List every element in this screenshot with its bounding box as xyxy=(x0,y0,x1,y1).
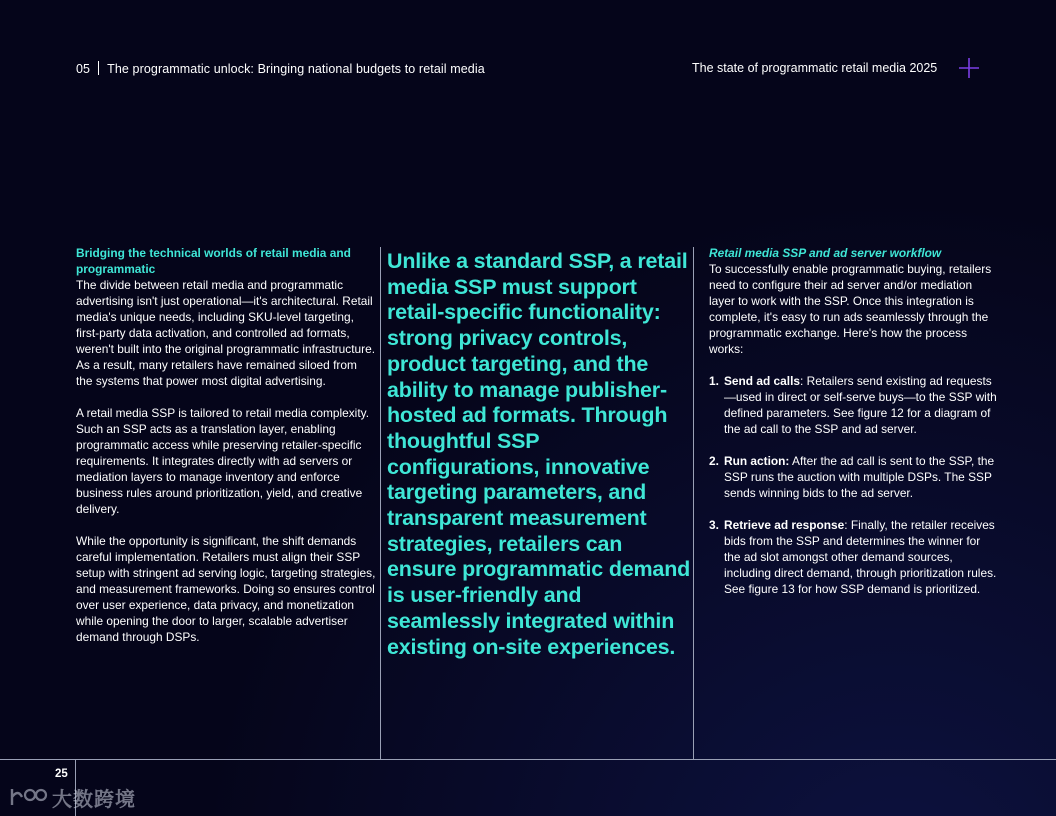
step-number: 2. xyxy=(709,454,719,468)
right-column xyxy=(709,245,999,613)
header-divider xyxy=(98,61,99,75)
list-item xyxy=(709,517,999,597)
step-lead: Run action: xyxy=(724,454,790,468)
list-item xyxy=(709,373,999,437)
pull-quote: Unlike a standard SSP, a retail media SSP must support retail-specific functionality: strong privacy controls, product targeting, and the ability to manage publisher-hosted ad formats. Through thoughtful SSP configurations, innovative targeting parameters, and transparent measurement strategies, retailers can ensure programmatic demand is user-friendly and seamlessly integrated within existing on-site experiences. xyxy=(387,249,691,659)
left-column xyxy=(76,245,376,661)
column-divider xyxy=(693,247,694,759)
plus-icon xyxy=(958,57,980,79)
section-number: 05 xyxy=(76,62,91,76)
step-text: : Retailers send existing ad requests—used in direct or self-serve buys—to the SSP with defined parameters. See figure 12 for a diagram of the ad call to the SSP and ad server. xyxy=(724,374,997,436)
watermark xyxy=(8,784,136,810)
right-column-heading: Retail media SSP and ad server workflow xyxy=(709,246,942,260)
workflow-steps xyxy=(709,373,999,597)
section-title: The programmatic unlock: Bringing national budgets to retail media xyxy=(107,62,485,76)
page-number: 25 xyxy=(55,768,68,780)
step-number: 3. xyxy=(709,518,719,532)
report-title: The state of programmatic retail media 2025 xyxy=(692,61,938,75)
step-text: After the ad call is sent to the SSP, the SSP runs the auction with multiple DSPs. The SSP sends winning bids to the ad server. xyxy=(724,454,995,500)
paragraph: While the opportunity is significant, the shift demands careful implementation. Retailers must align their SSP setup with stringent ad serving logic, targeting strategies, and measurement frameworks. Doing so ensures control over user experience, data privacy, and monetization while opening the door to larger, scalable advertiser demand through DSPs. xyxy=(76,534,376,644)
column-divider xyxy=(380,247,381,759)
watermark-logo-icon xyxy=(8,785,48,809)
step-lead: Send ad calls xyxy=(724,374,801,388)
step-lead: Retrieve ad response xyxy=(724,518,845,532)
intro-paragraph: To successfully enable programmatic buying, retailers need to configure their ad server and/or mediation layer to work with the SSP. Once this integration is complete, it's easy to run ads seamlessly through the programmatic exchange. Here's how the process works: xyxy=(709,262,992,356)
paragraph: A retail media SSP is tailored to retail media complexity. Such an SSP acts as a translation layer, enabling programmatic access while preserving retailer-specific requirements. It integrates directly with ad servers or mediation layers to manage inventory and enforce business rules around prioritization, yield, and creative delivery. xyxy=(76,406,369,516)
step-text: : Finally, the retailer receives bids from the SSP and determines the winner for the ad slot amongst other demand sources, including direct demand, through prioritization rules. See figure 13 for how SSP demand is prioritized. xyxy=(724,518,997,596)
section-header xyxy=(76,61,485,76)
footer-divider xyxy=(0,759,1056,760)
left-column-heading: Bridging the technical worlds of retail media and programmatic xyxy=(76,246,351,276)
step-number: 1. xyxy=(709,374,719,388)
watermark-text: 大数跨境 xyxy=(52,788,136,811)
list-item xyxy=(709,453,999,501)
paragraph: The divide between retail media and programmatic advertising isn't just operational—it's architectural. Retail media's unique needs, including SKU-level targeting, first-party data activation, and controlled ad formats, weren't built into the original programmatic infrastructure. As a result, many retailers have remained siloed from the systems that power most digital advertising. xyxy=(76,278,376,388)
